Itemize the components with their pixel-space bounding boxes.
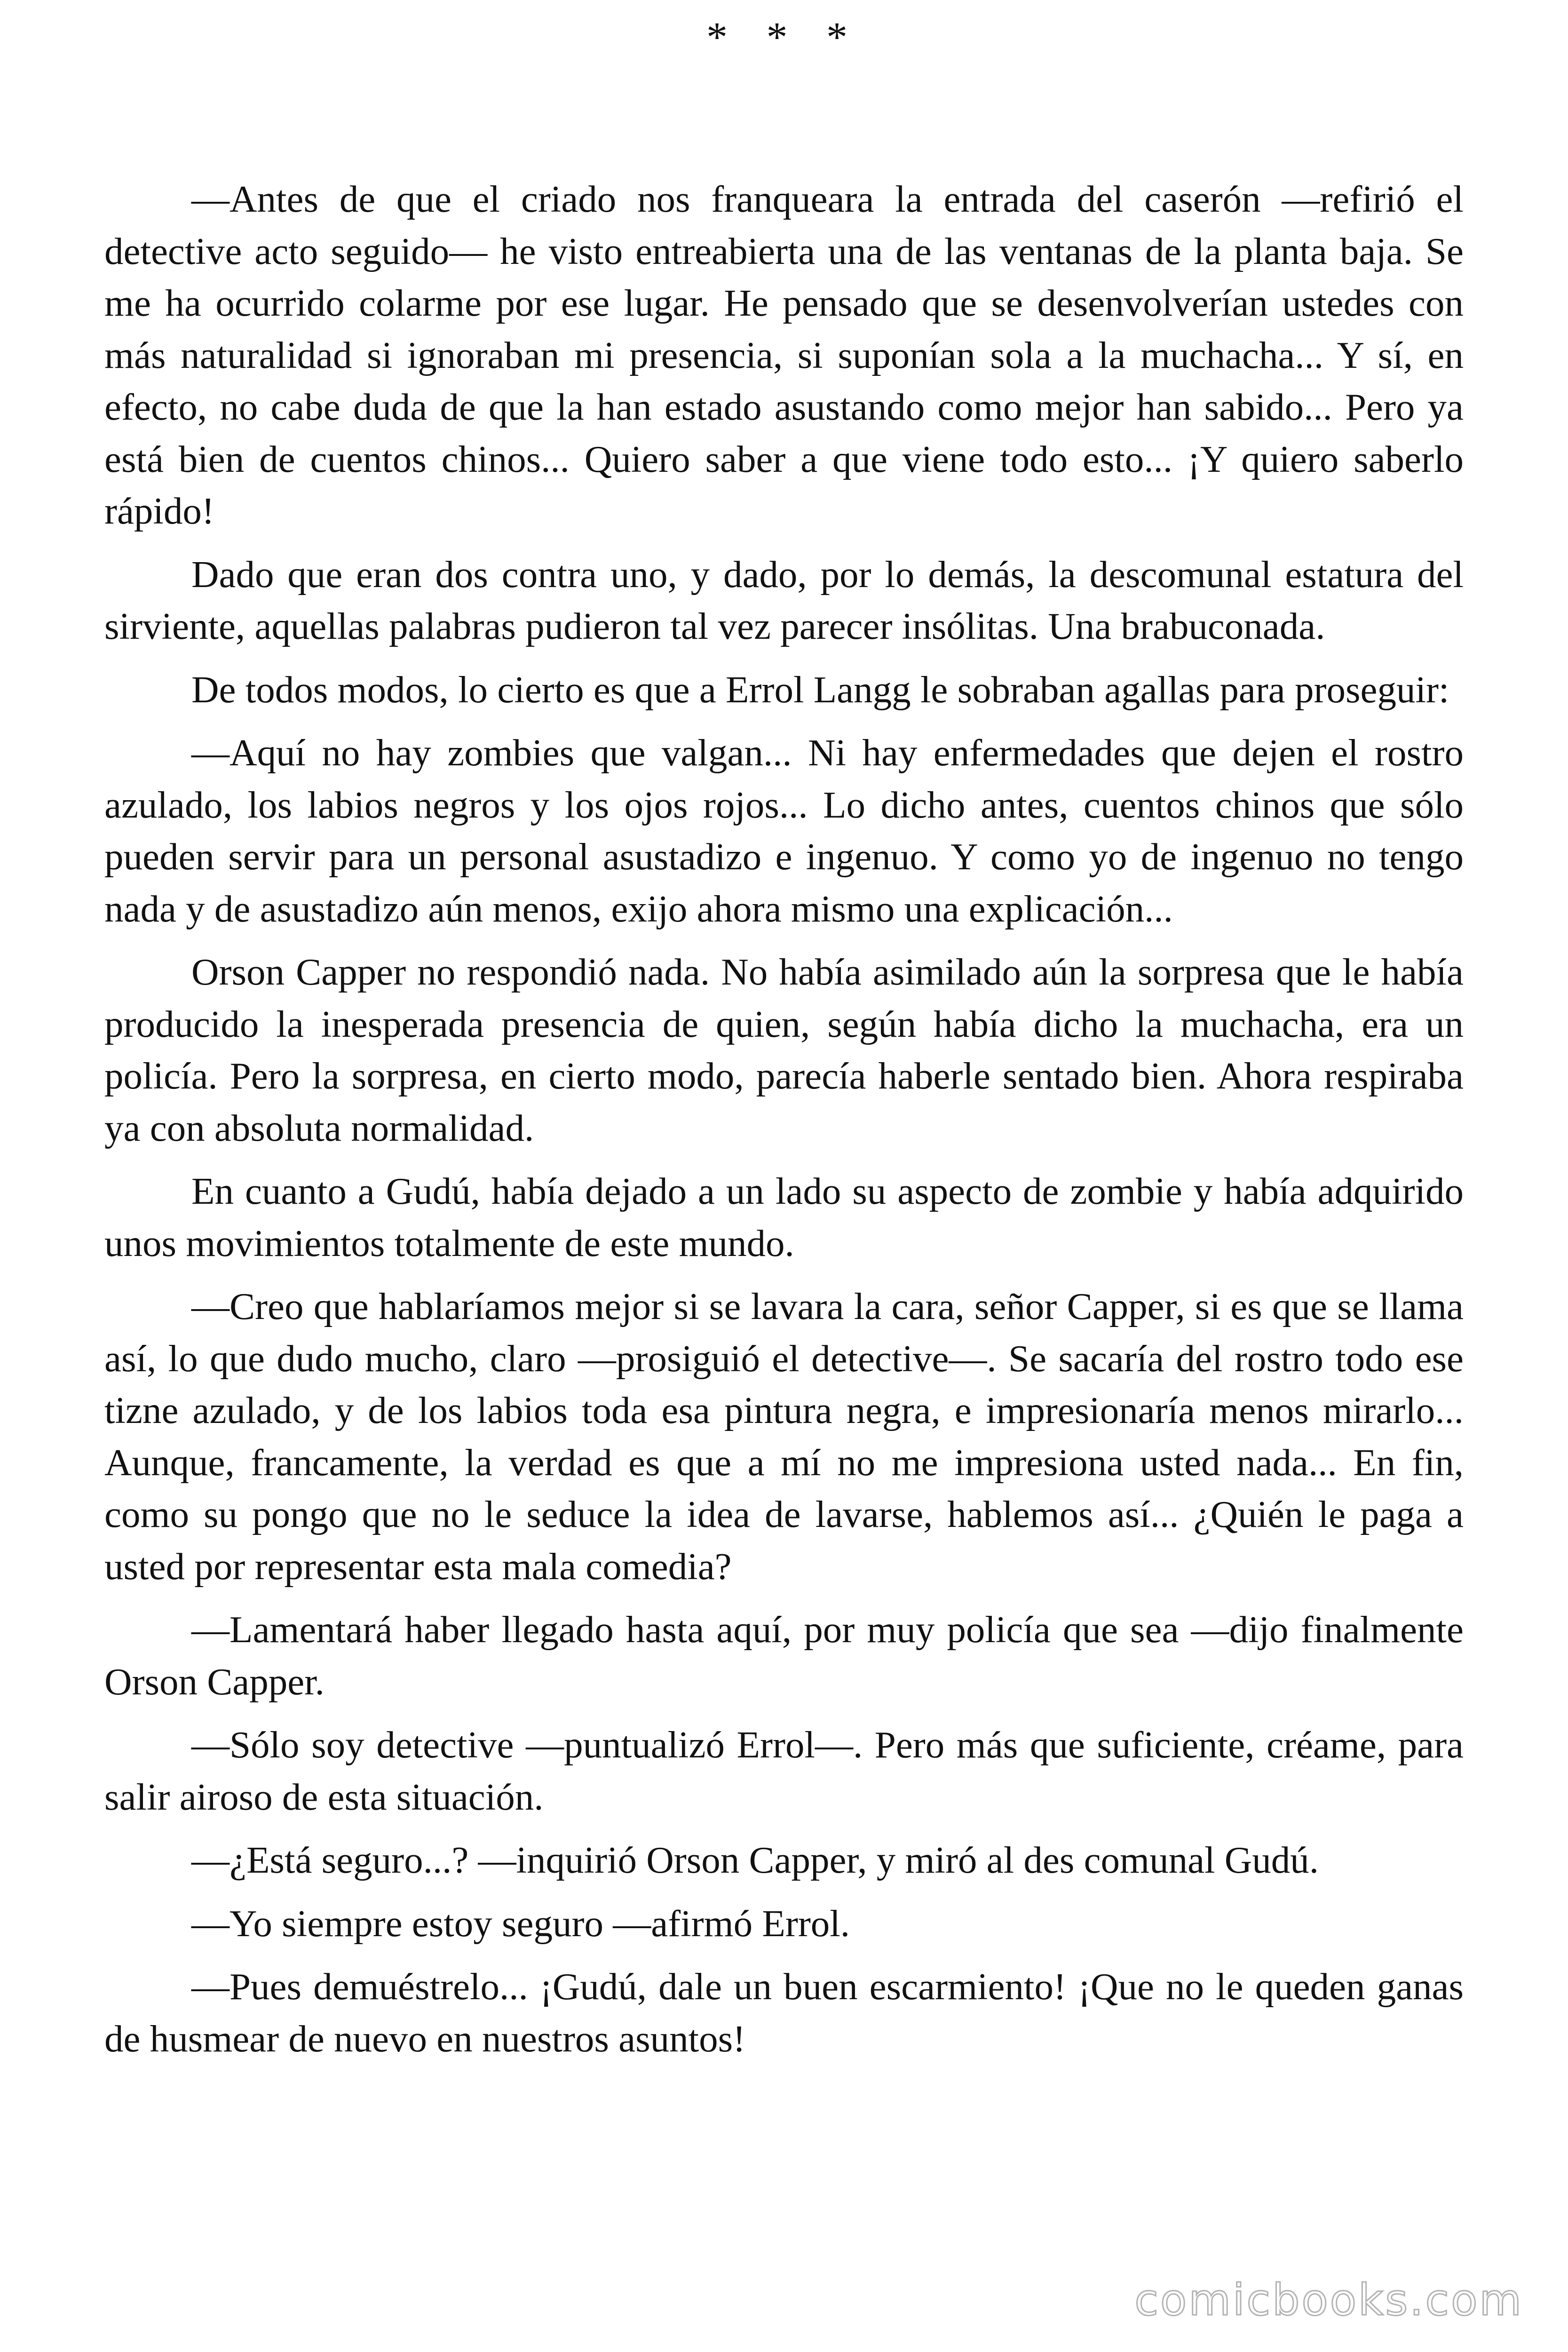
paragraph-10: —¿Está seguro...? —inquirió Orson Capper, y miró al des comunal Gudú.: [191, 1839, 1319, 1881]
paragraph-12: —Pues demuéstrelo... ¡Gudú, dale un buen escarmiento! ¡Que no le queden ganas de husmear de nuevo en nuestros asuntos!: [104, 1965, 1464, 2060]
paragraph-2: Dado que eran dos contra uno, y dado, por lo demás, la descomunal estatura del sirviente, aquellas palabras pudieron tal vez parecer insólitas. Una brabuconada.: [104, 553, 1464, 647]
watermark: comicbooks.com: [1134, 2275, 1523, 2325]
paragraph-7: —Creo que hablaríamos mejor si se lavara la cara, señor Capper, si es que se llama así, lo que dudo mucho, claro —prosiguió el detective—. Se sacaría del rostro todo ese tizne azulado, y de los labios toda esa pintura negra, e impresionaría menos mirarlo... Aunque, francamente, la verdad es que a mí no me impresiona usted nada... En fin, como su pongo que no le seduce la idea de lavarse, hablemos así... ¿Quién le paga a usted por representar esta mala comedia?: [104, 1285, 1464, 1588]
paragraph-5: Orson Capper no respondió nada. No había asimilado aún la sorpresa que le había producido la inesperada presencia de quien, según había dicho la muchacha, era un policía. Pero la sorpresa, en cierto modo, parecía haberle sentado bien. Ahora respiraba ya con absoluta normalidad.: [104, 951, 1464, 1149]
text-body: [104, 173, 1464, 2076]
paragraph-3: De todos modos, lo cierto es que a Errol Langg le sobraban agallas para proseguir:: [191, 668, 1449, 711]
section-separator: * * *: [706, 14, 862, 61]
paragraph-11: —Yo siempre estoy seguro —afirmó Errol.: [191, 1902, 850, 1945]
paragraph-9: —Sólo soy detective —puntualizó Errol—. Pero más que suficiente, créame, para salir airoso de esta situación.: [104, 1724, 1464, 1818]
paragraph-8: —Lamentará haber llegado hasta aquí, por muy policía que sea —dijo finalmente Orson Capper.: [104, 1608, 1464, 1703]
paragraph-1: —Antes de que el criado nos franqueara la entrada del caserón —refirió el detective acto seguido— he visto entreabierta una de las ventanas de la planta baja. Se me ha ocurrido colarme por ese lugar. He pensado que se desenvolverían ustedes con más naturalidad si ignoraban mi presencia, si suponían sola a la muchacha... Y sí, en efecto, no cabe duda de que la han estado asustando como mejor han sabido... Pero ya está bien de cuentos chinos... Quiero saber a que viene todo esto... ¡Y quiero saberlo rápido!: [104, 178, 1464, 532]
paragraph-6: En cuanto a Gudú, había dejado a un lado su aspecto de zombie y había adquirido unos movimientos totalmente de este mundo.: [104, 1170, 1464, 1264]
paragraph-4: —Aquí no hay zombies que valgan... Ni hay enfermedades que dejen el rostro azulado, los labios negros y los ojos rojos... Lo dicho antes, cuentos chinos que sólo pueden servir para un personal asustadizo e ingenuo. Y como yo de ingenuo no tengo nada y de asustadizo aún menos, exijo ahora mismo una explicación...: [104, 731, 1464, 930]
